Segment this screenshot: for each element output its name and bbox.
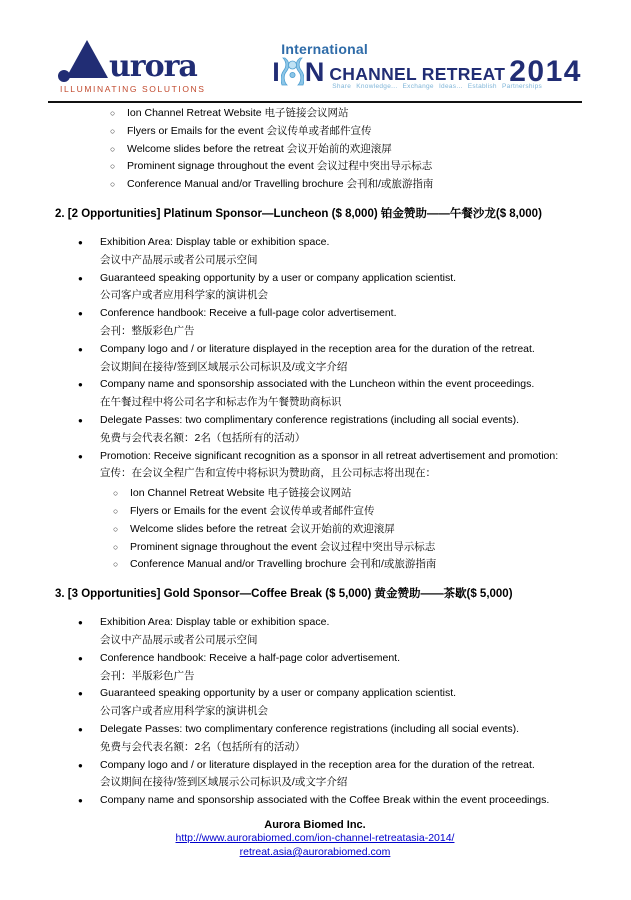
sub-bullet-item: [113, 539, 582, 557]
bullet-text-en: Company name and sponsorship associated with the Luncheon within the event proceedings.: [100, 378, 535, 391]
bullet-text-zh: 宣传：在会议全程广告和宣传中将标识为赞助商，且公司标志将出现在：: [100, 467, 436, 480]
retreat-logo-channel-retreat: CHANNEL RETREAT: [329, 64, 506, 85]
bullet-list: [48, 234, 582, 574]
sponsorship-sections: [48, 205, 582, 810]
bullet-item: [48, 650, 582, 686]
bullet-text-en: Delegate Passes: two complimentary conference registrations (including all social events).: [100, 413, 520, 426]
retreat-logo-letter-i: I: [272, 57, 280, 88]
bullet-item: [48, 412, 582, 448]
bullet-text-en: Delegate Passes: two complimentary conference registrations (including all social events).: [100, 722, 520, 735]
header-divider: [48, 101, 582, 103]
ion-channel-icon: [281, 57, 304, 86]
bullet-body: [100, 234, 582, 270]
bullet-text-zh: 会议期间在接待/签到区域展示公司标识及/或文字介绍: [100, 360, 348, 373]
bullet-text-zh: 公司客户或者应用科学家的演讲机会: [100, 289, 268, 302]
sub-bullet-item: [110, 105, 582, 123]
disc-bullet-icon: ●: [78, 689, 83, 699]
bullet-item: [48, 376, 582, 412]
bullet-text-en: Company logo and / or literature displayed in the reception area for the duration of the retreat.: [100, 758, 535, 771]
bullet-item: [48, 270, 582, 306]
sub-bullet-text: Conference Manual and/or Travelling brochure 会刊和/或旅游指南: [127, 178, 434, 191]
bullet-item: [48, 685, 582, 721]
aurora-logo: [60, 40, 206, 94]
sub-bullet-text: Prominent signage throughout the event 会议过程中突出导示标志: [130, 540, 436, 553]
bullet-item: [48, 341, 582, 377]
retreat-logo-year: 2014: [509, 55, 582, 88]
disc-bullet-icon: ●: [78, 760, 83, 770]
sub-bullet-item: [110, 158, 582, 176]
bullet-text-en: Company logo and / or literature displayed in the reception area for the duration of the retreat.: [100, 342, 535, 355]
section-heading: 3. [3 Opportunities] Gold Sponsor—Coffee Break ($ 5,000) 黄金赞助——茶歇($ 5,000): [55, 588, 513, 601]
bullet-item: [48, 448, 582, 575]
bullet-body: [100, 270, 582, 306]
bullet-body: [100, 614, 582, 650]
disc-bullet-icon: ●: [78, 415, 83, 425]
sub-bullet-text: Welcome slides before the retreat 会议开始前的欢迎滚屏: [127, 142, 392, 155]
bullet-text-zh: 公司客户或者应用科学家的演讲机会: [100, 705, 268, 718]
bullet-body: [100, 757, 582, 793]
bullet-text-en: Guaranteed speaking opportunity by a user or company application scientist.: [100, 687, 457, 700]
footer-company-name: Aurora Biomed Inc.: [264, 818, 366, 831]
bullet-text-en: Company name and sponsorship associated with the Coffee Break within the event proceedings.: [100, 794, 550, 807]
sub-bullet-text: Flyers or Emails for the event 会议传单或者邮件宣传: [127, 124, 372, 137]
bullet-body: [100, 448, 582, 575]
triangle-shape: [66, 40, 108, 78]
sub-bullet-text: Flyers or Emails for the event 会议传单或者邮件宣传: [130, 504, 375, 517]
retreat-logo-letter-n: N: [304, 57, 325, 88]
bullet-body: [100, 376, 582, 412]
bullet-text-zh: 免费与会代表名额：2名（包括所有的活动）: [100, 740, 306, 753]
circle-bullet-icon: ○: [113, 523, 119, 534]
circle-bullet-icon: ○: [113, 541, 119, 552]
bullet-text-en: Conference handbook: Receive a half-page color advertisement.: [100, 651, 401, 664]
retreat-logo-international: International: [281, 41, 368, 57]
circle-bullet-icon: ○: [110, 125, 116, 136]
sub-bullet-text: Prominent signage throughout the event 会议过程中突出导示标志: [127, 160, 433, 173]
bullet-text-en: Exhibition Area: Display table or exhibition space.: [100, 235, 330, 248]
bullet-text-zh: 会刊：整版彩色广告: [100, 324, 195, 337]
bullet-body: [100, 721, 582, 757]
sub-bullet-text: Ion Channel Retreat Website 电子链接会议网站: [127, 107, 349, 119]
bullet-body: [100, 412, 582, 448]
bullet-text-zh: 会议期间在接待/签到区域展示公司标识及/或文字介绍: [100, 776, 348, 789]
bullet-item: [48, 792, 582, 810]
document-header: [48, 40, 582, 98]
circle-bullet-icon: ○: [113, 505, 119, 516]
circle-bullet-icon: ○: [113, 488, 119, 499]
sub-bullet-item: [113, 556, 582, 574]
aurora-logo-wordmark: [60, 40, 206, 84]
bullet-body: [100, 685, 582, 721]
bullet-text-en: Promotion: Receive significant recognition as a sponsor in all retreat advertisement and promotion:: [100, 449, 559, 462]
sub-bullet-item: [113, 485, 582, 503]
disc-bullet-icon: ●: [78, 618, 83, 628]
bullet-list: [48, 614, 582, 810]
footer-email-link[interactable]: retreat.asia@aurorabiomed.com: [239, 845, 391, 858]
bullet-text-zh: 免费与会代表名额：2名（包括所有的活动）: [100, 431, 306, 444]
bullet-body: [100, 650, 582, 686]
aurora-wordmark-text: urora: [109, 49, 197, 84]
sub-bullet-item: [110, 176, 582, 194]
bullet-text-zh: 会刊：半版彩色广告: [100, 669, 195, 682]
circle-bullet-icon: ○: [113, 559, 119, 570]
aurora-tagline: ILLUMINATING SOLUTIONS: [60, 84, 206, 94]
sub-bullet-item: [113, 503, 582, 521]
ion-channel-retreat-logo: [272, 41, 582, 90]
disc-bullet-icon: ●: [78, 273, 83, 283]
disc-bullet-icon: ●: [78, 380, 83, 390]
disc-bullet-icon: ●: [78, 796, 83, 806]
continued-promotion-channel-list: [110, 105, 582, 194]
retreat-logo-tagline: Share Knowledge... Exchange Ideas... Establish Partnerships: [332, 83, 543, 90]
bullet-item: [48, 721, 582, 757]
sub-bullet-text: Ion Channel Retreat Website 电子链接会议网站: [130, 487, 352, 500]
document-footer: [48, 819, 582, 860]
disc-bullet-icon: ●: [78, 653, 83, 663]
sub-bullet-item: [110, 141, 582, 159]
sub-bullet-text: Welcome slides before the retreat 会议开始前的欢迎滚屏: [130, 522, 395, 535]
disc-bullet-icon: ●: [78, 309, 83, 319]
circle-bullet-icon: ○: [110, 108, 116, 118]
bullet-item: [48, 614, 582, 650]
bullet-item: [48, 305, 582, 341]
bullet-item: [48, 234, 582, 270]
promotion-channel-list: [113, 485, 582, 574]
disc-bullet-icon: ●: [78, 344, 83, 354]
sub-bullet-item: [113, 521, 582, 539]
circle-bullet-icon: ○: [110, 179, 116, 190]
bullet-body: [100, 305, 582, 341]
sub-bullet-item: [110, 123, 582, 141]
bullet-text-en: Conference handbook: Receive a full-page color advertisement.: [100, 307, 397, 320]
sub-bullet-text: Conference Manual and/or Travelling brochure 会刊和/或旅游指南: [130, 558, 437, 571]
bullet-text-zh: 在午餐过程中将公司名字和标志作为午餐赞助商标识: [100, 396, 342, 409]
bullet-item: [48, 757, 582, 793]
footer-website-link[interactable]: http://www.aurorabiomed.com/ion-channel-retreatasia-2014/: [175, 832, 455, 845]
disc-bullet-icon: ●: [78, 451, 83, 461]
bullet-text-zh: 会议中产品展示或者公司展示空间: [100, 253, 258, 266]
ring-shape: [58, 70, 70, 82]
circle-bullet-icon: ○: [110, 161, 116, 172]
sponsor-section: [48, 205, 582, 574]
sponsor-section: [48, 585, 582, 810]
aurora-a-icon: [60, 40, 108, 80]
bullet-text-en: Guaranteed speaking opportunity by a user or company application scientist.: [100, 271, 457, 284]
bullet-body: [100, 341, 582, 377]
bullet-body: [100, 792, 582, 810]
bullet-text-en: Exhibition Area: Display table or exhibition space.: [100, 616, 330, 629]
section-heading: 2. [2 Opportunities] Platinum Sponsor—Luncheon ($ 8,000) 铂金赞助——午餐沙龙($ 8,000): [55, 207, 542, 220]
circle-bullet-icon: ○: [110, 143, 116, 154]
disc-bullet-icon: ●: [78, 237, 83, 247]
bullet-text-zh: 会议中产品展示或者公司展示空间: [100, 633, 258, 646]
disc-bullet-icon: ●: [78, 724, 83, 734]
